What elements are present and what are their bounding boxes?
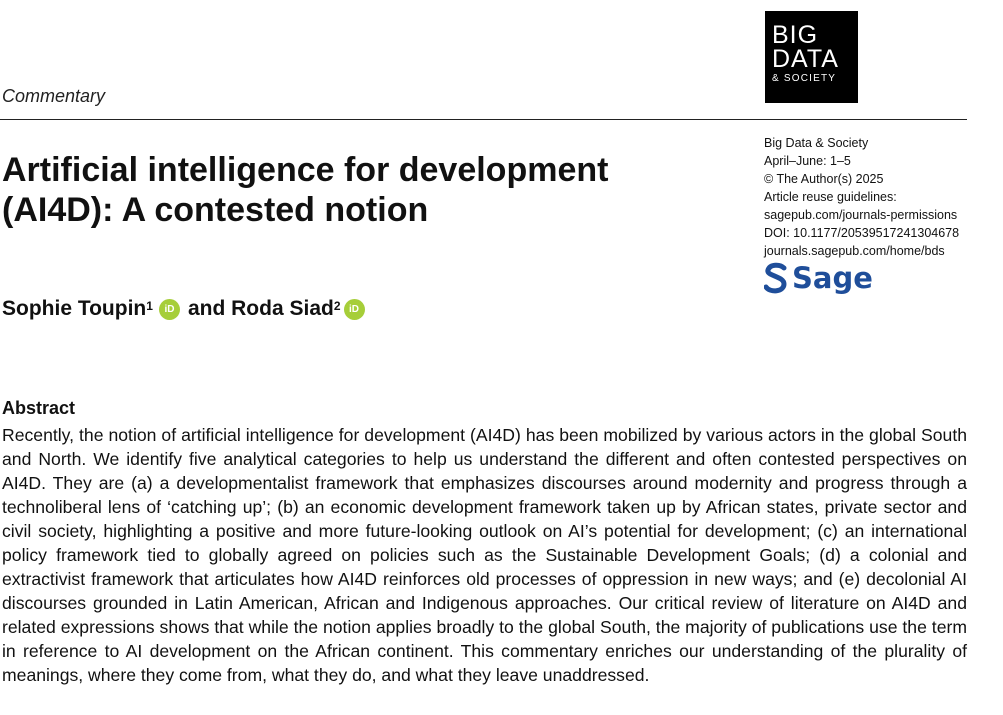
abstract-text: Recently, the notion of artificial intelligence for development (AI4D) has been mobilized by various actors in the global South and North. We identify five analytical categories to help us understand the different and often contested perspectives on AI4D. They are (a) a developmentalist framework that emphasizes discourses around modernity and progress through a technoliberal lens of ‘catching up’; (b) an economic development framework taken up by African states, private sector and civil society, highlighting a positive and more future-looking outlook on AI’s potential for development; (c) an international policy framework tied to globally agreed on policies such as the Sustainable Development Goals; (d) a colonial and extractivist framework that articulates how AI4D reinforces old processes of oppression in new ways; and (e) decolonial AI discourses grounded in Latin American, African and Indigenous approaches. Our critical review of literature on AI4D and related expressions shows that while the notion applies broadly to the global South, the majority of publications use the term in reference to AI development on the African continent. This commentary enriches our understanding of the plurality of meanings, where they come from, what they do, and what they leave unaddressed. [2, 425, 967, 685]
journal-name: Big Data & Society [764, 136, 869, 150]
logo-line-1: BIG [772, 21, 819, 49]
copyright: © The Author(s) 2025 [764, 172, 884, 186]
author-conjunction: and [187, 297, 226, 320]
article-metadata [764, 134, 959, 260]
publisher-logo [764, 261, 873, 295]
journal-link[interactable]: journals.sagepub.com/home/bds [764, 244, 945, 258]
header-divider [0, 119, 967, 120]
logo-line-3: & SOCIETY [772, 73, 837, 84]
logo-line-2: DATA [772, 45, 839, 73]
orcid-icon[interactable]: iD [159, 299, 180, 320]
author-affiliation: 2 [333, 299, 341, 313]
reuse-label: Article reuse guidelines: [764, 190, 897, 204]
doi[interactable]: DOI: 10.1177/20539517241304678 [764, 226, 960, 240]
author-list [2, 297, 373, 321]
publisher-name: Sage [792, 261, 873, 295]
author-name: Sophie Toupin [2, 297, 147, 320]
author-name: Roda Siad [231, 297, 334, 320]
journal-logo [765, 11, 858, 103]
sage-s-icon [764, 262, 788, 294]
abstract-heading: Abstract [2, 398, 76, 418]
section-label: Commentary [2, 86, 106, 106]
issue-info: April–June: 1–5 [764, 154, 851, 168]
article-title: Artificial intelligence for development (AI4D): A contested notion [2, 151, 609, 229]
author-affiliation: 1 [146, 299, 153, 313]
reuse-link[interactable]: sagepub.com/journals-permissions [764, 208, 958, 222]
orcid-icon[interactable]: iD [344, 299, 365, 320]
